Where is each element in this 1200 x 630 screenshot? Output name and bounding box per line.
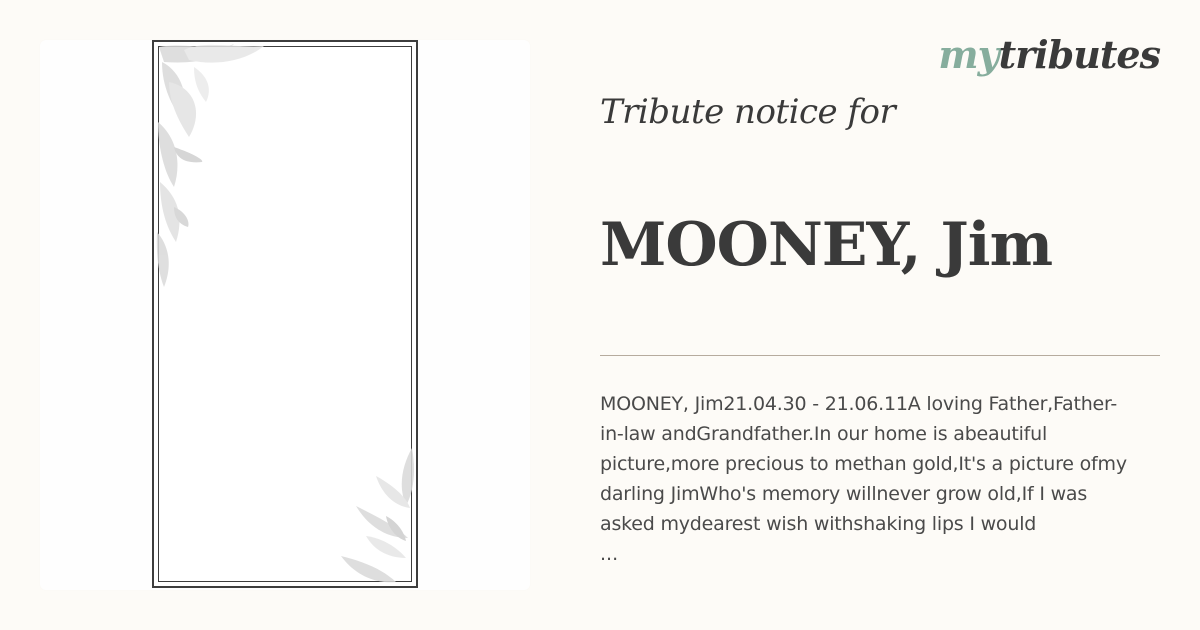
logo-part-tributes: tributes bbox=[998, 32, 1160, 77]
deceased-name: MOONEY, Jim bbox=[600, 210, 1053, 280]
notice-frame bbox=[152, 40, 418, 588]
floral-corner-icon bbox=[154, 42, 284, 292]
logo-part-my: my bbox=[938, 32, 999, 77]
section-divider bbox=[600, 355, 1160, 356]
notice-image-card bbox=[40, 40, 530, 590]
excerpt-ellipsis: ... bbox=[600, 543, 619, 565]
notice-excerpt: MOONEY, Jim21.04.30 - 21.06.11A loving Father,Father-in-law andGrandfather.In our home is abeautiful picture,more precious to methan gold,It's a picture ofmy darling JimWho's memory willnever grow old,If I was asked mydearest wish withshaking lips I would bbox=[600, 393, 1127, 535]
floral-corner-icon bbox=[336, 446, 416, 586]
mytributes-logo[interactable] bbox=[938, 32, 1160, 77]
tribute-subtitle: Tribute notice for bbox=[600, 92, 896, 132]
